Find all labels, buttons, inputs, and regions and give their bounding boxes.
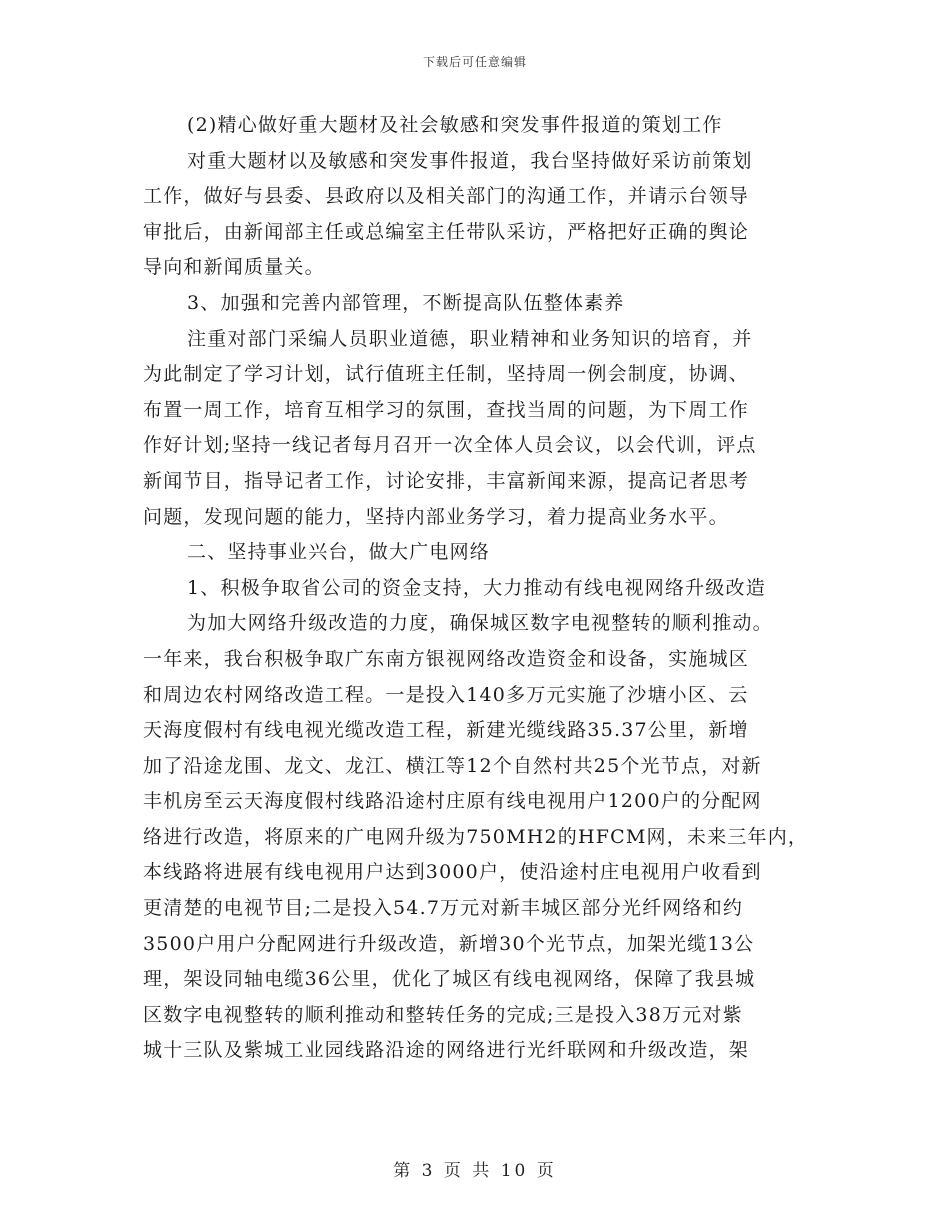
text-line: 络进行改造，将原来的广电网升级为750MH2的HFCM网，未来三年内， (143, 825, 808, 848)
text-line: 加了沿途龙围、龙文、龙江、横江等12个自然村共25个光节点，对新 (143, 754, 762, 777)
section-heading: 二、坚持事业兴台，做大广电网络 (187, 541, 491, 564)
section-heading: 3、加强和完善内部管理，不断提高队伍整体素养 (187, 291, 625, 314)
text-line: 审批后，由新闻部主任或总编室主任带队采访，严格把好正确的舆论 (143, 220, 750, 243)
page-header: 下载后可任意编辑 (422, 55, 527, 69)
text-line: (2)精心做好重大题材及社会敏感和突发事件报道的策划工作 (187, 114, 723, 136)
text-line: 理，架设同轴电缆36公里，优化了城区有线电视网络，保障了我县城 (143, 968, 756, 991)
text-line: 3500户用户分配网进行升级改造，新增30个光节点，加架光缆13公 (143, 932, 755, 955)
text-line: 注重对部门采编人员职业道德，职业精神和业务知识的培育，并 (187, 327, 753, 350)
text-line: 天海度假村有线电视光缆改造工程，新建光缆线路35.37公里，新增 (143, 719, 749, 742)
text-line: 对重大题材以及敏感和突发事件报道，我台坚持做好采访前策划 (187, 149, 753, 172)
text-line: 为此制定了学习计划，试行值班主任制，坚持周一例会制度，协调、 (143, 363, 750, 386)
section-heading: 1、积极争取省公司的资金支持，大力推动有线电视网络升级改造 (187, 576, 766, 599)
text-line: 和周边农村网络改造工程。一是投入140多万元实施了沙塘小区、云 (143, 683, 749, 706)
text-line: 导向和新闻质量关。 (143, 256, 325, 279)
text-line: 一年来，我台积极争取广东南方银视网络改造资金和设备，实施城区 (143, 647, 750, 670)
text-line: 更清楚的电视节目;二是投入54.7万元对新丰城区部分光纤网络和约 (143, 897, 744, 920)
text-line: 城十三队及紫城工业园线路沿途的网络进行光纤联网和升级改造，架 (143, 1039, 750, 1062)
text-line: 为加大网络升级改造的力度，确保城区数字电视整转的顺利推动。 (187, 612, 773, 635)
text-line: 区数字电视整转的顺利推动和整转任务的完成;三是投入38万元对紫 (143, 1003, 743, 1026)
text-line: 工作，做好与县委、县政府以及相关部门的沟通工作，并请示台领导 (143, 185, 750, 208)
page-footer: 第 3 页 共 10 页 (393, 1161, 557, 1181)
text-line: 布置一周工作，培育互相学习的氛围，查找当周的问题，为下周工作 (143, 398, 750, 421)
document-body (143, 108, 808, 1069)
text-line: 问题，发现问题的能力，坚持内部业务学习，着力提高业务水平。 (143, 505, 729, 528)
text-line: 丰机房至云天海度假村线路沿途村庄原有线电视用户1200户的分配网 (143, 790, 762, 813)
text-line: 本线路将进展有线电视用户达到3000户，使沿途村庄电视用户收看到 (143, 861, 762, 884)
text-line: 新闻节目，指导记者工作，讨论安排，丰富新闻来源，提高记者思考 (143, 469, 750, 492)
text-line: 作好计划;坚持一线记者每月召开一次全体人员会议，以会代训，评点 (143, 434, 757, 457)
